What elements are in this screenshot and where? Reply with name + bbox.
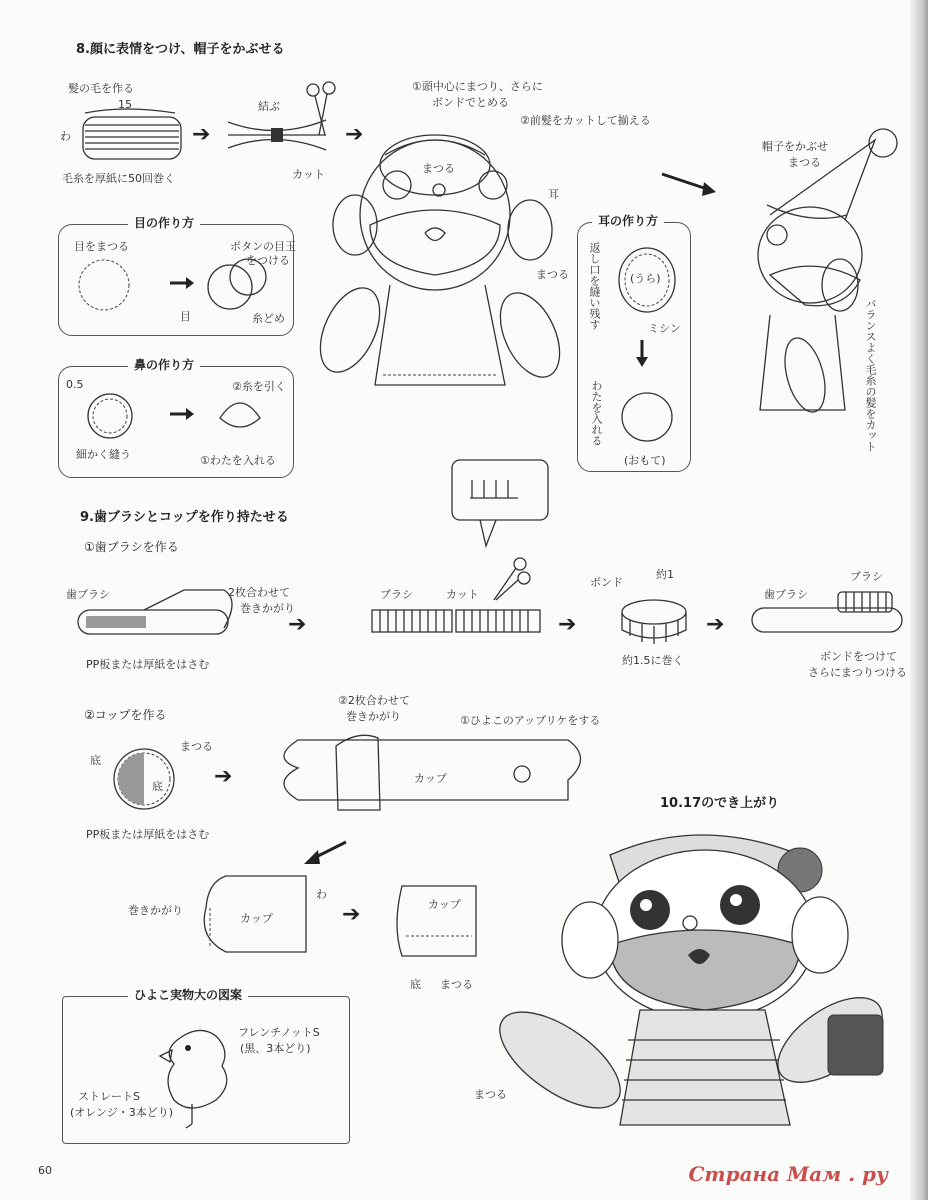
face-mimi: 耳: [548, 188, 559, 201]
hair-wa: わ: [60, 130, 71, 143]
finished-monkey-doll: [500, 825, 900, 1145]
tie-label: 結ぶ: [258, 100, 280, 113]
scissors-icon-2: [490, 556, 530, 606]
brush-label-7: ボンド: [590, 576, 623, 589]
arrow-brush-3: ➔: [706, 612, 725, 637]
face-matsuru: まつる: [422, 162, 455, 175]
eye-howto-title: 目の作り方: [128, 214, 200, 231]
brush-label-8: 約1: [656, 568, 674, 581]
chick-label-1: フレンチノットS: [238, 1026, 320, 1039]
nose-label-1: 0.5: [66, 378, 84, 391]
arrow-2: ➔: [345, 122, 364, 147]
arrow-brush-2: ➔: [558, 612, 577, 637]
eye-diagrams: [70, 255, 280, 315]
cup-label-1: 底: [90, 754, 101, 767]
brush-label-12: ボンドをつけて: [820, 650, 897, 663]
nose-label-3: ②糸を引く: [232, 380, 286, 393]
ear-label-4: (おもて): [624, 454, 666, 467]
cup-label-7: ①ひよこのアップリケをする: [460, 714, 601, 727]
cup-label-10: カップ: [240, 912, 273, 925]
hat-label-2: まつる: [788, 156, 821, 169]
brush-label-10: 歯ブラシ: [764, 588, 808, 601]
eye-label-1: 目をまつる: [74, 240, 129, 253]
hair-measure: 15: [118, 98, 132, 111]
rolled-bristle-diagram: [614, 590, 694, 650]
cup-finished-diagram: [390, 876, 490, 966]
monkey-doll-figure: [315, 115, 580, 395]
nose-label-2: 細かく縫う: [76, 448, 131, 461]
hat-label-3: バランスよく毛糸の髪をカット: [864, 298, 877, 452]
nose-diagrams: [80, 388, 280, 448]
step9-title: 9.歯ブラシとコップを作り持たせる: [80, 510, 289, 525]
page-edge-shadow: [910, 0, 928, 1200]
cup-label-12: カップ: [428, 898, 461, 911]
face-note-1: ①頭中心にまつり、さらに: [412, 80, 543, 93]
brush-label-6: カット: [446, 588, 479, 601]
brush-handle-diagram: [74, 588, 244, 648]
chick-label-2: (黒、3本どり): [240, 1042, 311, 1055]
finished-toothbrush: [750, 588, 910, 638]
page-number: 60: [38, 1164, 52, 1177]
cup-subtitle: ②コップを作る: [84, 708, 167, 722]
cup-side-pattern: [268, 728, 598, 823]
cup-label-2: まつる: [180, 740, 213, 753]
cup-label-3: 底: [152, 780, 163, 793]
arrow-diagonal: [660, 170, 720, 200]
cup-label-6: 巻きかがり: [346, 710, 401, 723]
arrow-1: ➔: [192, 122, 211, 147]
brush-label-4: PP板または厚紙をはさむ: [86, 658, 210, 671]
cup-label-8: カップ: [414, 772, 447, 785]
chick-outline: [150, 1020, 240, 1130]
cup-label-14: まつる: [440, 978, 473, 991]
tie-cut: カット: [292, 168, 325, 181]
cup-assembly-diagram: [196, 868, 316, 960]
cup-label-13: 底: [410, 978, 421, 991]
ear-howto-title: 耳の作り方: [592, 212, 664, 229]
arrow-brush-1: ➔: [288, 612, 307, 637]
monkey-with-hat-figure: [725, 125, 900, 415]
chick-label-4: (オレンジ・3本どり): [70, 1106, 174, 1119]
eye-label-5: 糸どめ: [252, 312, 285, 325]
face-matsuru-2: まつる: [536, 268, 569, 281]
brush-subtitle: ①歯ブラシを作る: [84, 540, 179, 554]
brush-label-11: ブラシ: [850, 570, 883, 583]
ear-label-1: 返し口を縫い残す: [588, 242, 601, 330]
step10-title: 10.17のでき上がり: [660, 796, 780, 811]
ear-label-5: (うら): [630, 272, 661, 285]
chick-label-3: ストレートS: [78, 1090, 140, 1103]
brush-bristle-callout: [450, 458, 550, 553]
eye-label-3: をつける: [246, 254, 290, 267]
finished-label-2: まつる: [474, 1088, 507, 1101]
arrow-cup-1: ➔: [214, 764, 233, 789]
watermark: Страна Мам . ру: [688, 1162, 888, 1186]
brush-label-3: 巻きかがり: [240, 602, 295, 615]
ear-diagrams: [612, 245, 682, 445]
arrow-cup-2: [300, 838, 350, 868]
brush-label-5: ブラシ: [380, 588, 413, 601]
ear-label-2: ミシン: [648, 322, 681, 335]
nose-label-4: ①わたを入れる: [200, 454, 276, 467]
brush-label-13: さらにまつりつける: [808, 666, 907, 679]
face-note-1b: ボンドでとめる: [432, 96, 509, 109]
cup-label-11: わ: [316, 888, 327, 901]
brush-label-9: 約1.5に巻く: [622, 654, 684, 667]
eye-label-2: ボタンの目玉: [230, 240, 296, 253]
face-note-2: ②前髪をカットして揃える: [520, 114, 651, 127]
arrow-cup-3: ➔: [342, 902, 361, 927]
hair-note: 毛糸を厚紙に50回巻く: [62, 172, 175, 185]
hat-label-1: 帽子をかぶせ: [762, 140, 828, 153]
cup-label-9: 巻きかがり: [128, 904, 183, 917]
nose-howto-title: 鼻の作り方: [128, 356, 200, 373]
cup-label-5: ②2枚合わせて: [338, 694, 410, 707]
brush-label-1: 歯ブラシ: [66, 588, 110, 601]
chick-pattern-title: ひよこ実物大の図案: [128, 986, 248, 1003]
cup-label-4: PP板または厚紙をはさむ: [86, 828, 210, 841]
eye-label-4: 目: [180, 310, 191, 323]
hair-yarn-card: [75, 105, 185, 165]
bristle-strip-diagram: [370, 608, 545, 638]
step8-title: 8.顔に表情をつけ、帽子をかぶせる: [76, 42, 285, 57]
hair-label: 髪の毛を作る: [68, 82, 134, 95]
brush-label-2: 2枚合わせて: [228, 586, 290, 599]
cup-bottom-diagram: [110, 745, 180, 815]
ear-label-3: わたを入れる: [590, 380, 603, 446]
